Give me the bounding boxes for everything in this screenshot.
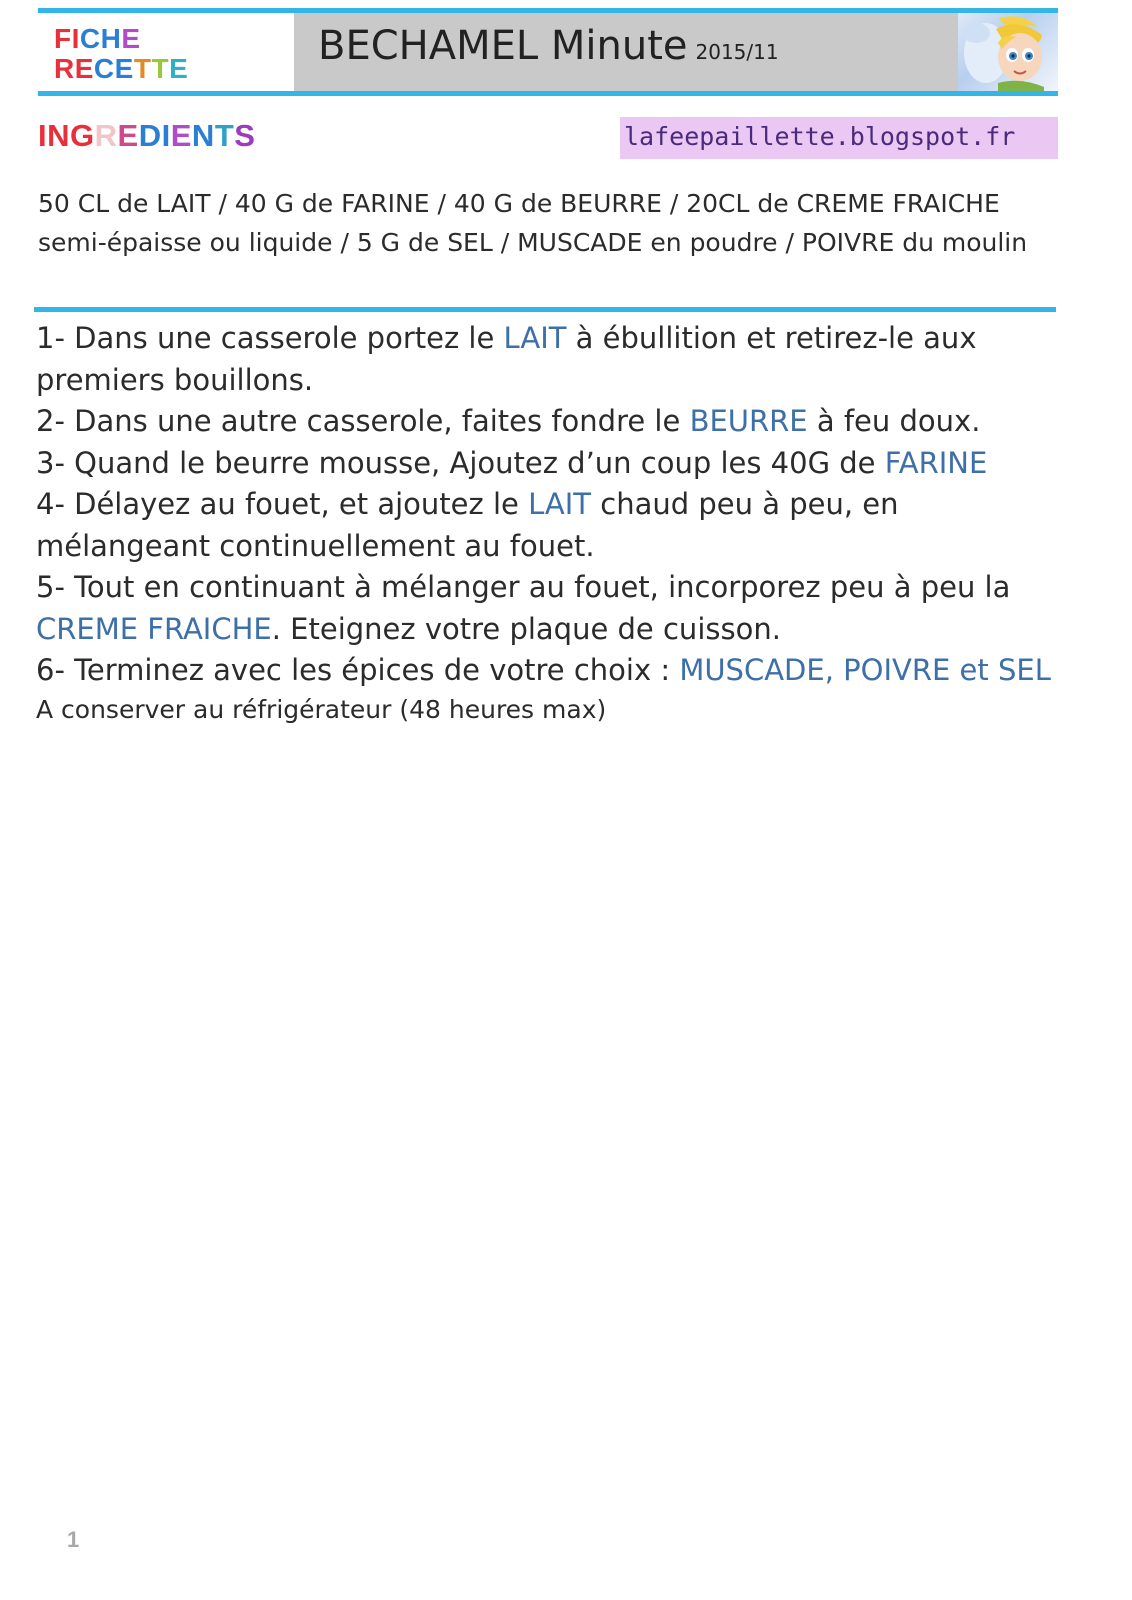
blog-url-badge [620, 117, 1058, 159]
blog-url[interactable]: lafeepaillette.blogspot.fr [624, 122, 1016, 151]
recipe-header [38, 8, 1058, 96]
recette-letter: E [74, 53, 94, 84]
header-bottom-rule [38, 91, 1058, 96]
recipe-date: 2015/11 [695, 40, 779, 64]
tinker-bell-fairy-icon [958, 13, 1058, 91]
ingredients-letter: R [94, 118, 118, 153]
recette-letter: C [93, 53, 115, 84]
fiche-letter: F [54, 23, 72, 54]
step-ingredient-highlight: FARINE [884, 445, 988, 480]
step-1 [36, 318, 1066, 401]
step-ingredient-highlight: CREME FRAICHE [36, 611, 272, 646]
step-text: 6- Terminez avec les épices de votre choix : [36, 653, 680, 687]
step-text: . Eteignez votre plaque de cuisson. [271, 611, 781, 646]
step-ingredient-highlight: MUSCADE, POIVRE et SEL [679, 653, 1051, 687]
recette-letter: R [54, 53, 75, 84]
recette-word [54, 54, 188, 84]
step-3 [36, 443, 1066, 485]
fiche-recette-label [54, 24, 188, 84]
fiche-letter: C [79, 23, 101, 54]
title-box [294, 13, 958, 91]
step-text: à feu doux. [807, 404, 981, 438]
ingredients-letter: I [38, 118, 48, 153]
step-text: 1- Dans une casserole portez le [36, 321, 504, 355]
ingredients-letter: N [47, 118, 71, 153]
step-text: chaud peu à peu, en mélangeant continuellement au fouet. [36, 487, 899, 563]
ingredients-list: 50 CL de LAIT / 40 G de FARINE / 40 G de BEURRE / 20CL de CREME FRAICHE semi-épaisse ou liquide / 5 G de SEL / MUSCADE en poudre / POIVRE du moulin [38, 189, 1028, 257]
step-ingredient-highlight: LAIT [528, 487, 592, 521]
ingredients-letter: G [70, 118, 95, 153]
ingredients-heading [38, 118, 255, 154]
fiche-letter: H [100, 23, 122, 54]
fiche-letter: E [121, 23, 141, 54]
ingredients-letter: D [138, 118, 162, 153]
recette-letter: E [169, 53, 189, 84]
fiche-letter: I [71, 23, 80, 54]
ingredients-letter: I [161, 118, 171, 153]
ingredients-letter: E [117, 118, 139, 153]
step-5 [36, 567, 1066, 650]
step-6 [36, 650, 1066, 692]
recette-letter: E [114, 53, 134, 84]
step-4 [36, 484, 1066, 567]
recipe-title-text: BECHAMEL Minute [318, 23, 688, 69]
page-number: 1 [67, 1527, 80, 1552]
step-text: 2- Dans une autre casserole, faites fondre le [36, 404, 690, 438]
recette-letter: T [133, 53, 152, 84]
storage-note: A conserver au réfrigérateur (48 heures max) [36, 694, 607, 724]
steps-list [36, 318, 1066, 692]
step-text: 5- Tout en continuant à mélanger au fouet, incorporez peu à peu la [36, 570, 1011, 604]
ingredients-letter: N [191, 118, 215, 153]
ingredients-letter: E [170, 118, 192, 153]
step-ingredient-highlight: LAIT [503, 321, 567, 355]
recette-letter: T [151, 53, 170, 84]
step-text: 3- Quand le beurre mousse, Ajoutez d’un coup les 40G de [36, 445, 885, 480]
step-2 [36, 401, 1066, 443]
section-divider [34, 307, 1056, 312]
steps-section [36, 318, 1066, 728]
ingredients-letter: T [214, 118, 235, 153]
step-text: 4- Délayez au fouet, et ajoutez le [36, 487, 529, 521]
step-ingredient-highlight: BEURRE [689, 404, 808, 438]
fiche-word [54, 24, 188, 54]
step-text: à ébullition et retirez-le aux premiers bouillons. [36, 321, 977, 397]
ingredients-letter: S [234, 118, 256, 153]
recipe-title [318, 23, 779, 69]
